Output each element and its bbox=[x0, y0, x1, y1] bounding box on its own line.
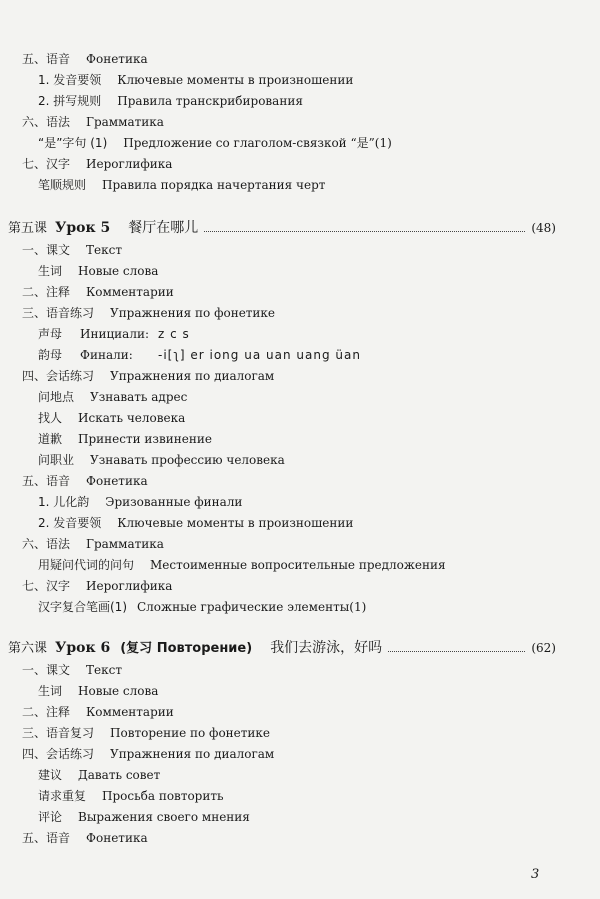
entry-ru: Новые слова bbox=[78, 684, 159, 698]
toc-entry-new-words bbox=[38, 262, 158, 280]
lesson-title: 我们去游泳，好吗 bbox=[270, 640, 383, 656]
entry-cn: 找人 bbox=[38, 411, 63, 425]
entry-cn: 五、语音 bbox=[22, 831, 71, 845]
entry-cn: 笔顺规则 bbox=[38, 178, 87, 192]
entry-cn: 六、语法 bbox=[22, 115, 71, 129]
entry-ru: Давать совет bbox=[78, 768, 161, 782]
toc-entry-pronunciation bbox=[38, 514, 353, 532]
lesson-number-cn: 第五课 bbox=[8, 221, 48, 236]
entry-cn: 1. 发音要领 bbox=[38, 73, 102, 87]
toc-entry-ask-profession bbox=[38, 451, 285, 469]
lesson-title: 餐厅在哪儿 bbox=[128, 220, 199, 236]
entry-cn: 一、课文 bbox=[22, 243, 71, 257]
entry-ru: Предложение со глаголом-связкой “是”(1) bbox=[123, 136, 392, 150]
toc-entry-erhua bbox=[38, 493, 242, 511]
entry-cn: 建议 bbox=[38, 768, 63, 782]
toc-entry-text bbox=[22, 241, 122, 259]
lesson-number-ru: Урок 5 bbox=[55, 220, 111, 236]
toc-entry-phonetic-exercises bbox=[22, 304, 275, 322]
entry-ru: Упражнения по диалогам bbox=[110, 369, 275, 383]
entry-ru: Комментарии bbox=[86, 705, 174, 719]
entry-cn: 汉字复合笔画(1) bbox=[38, 600, 127, 614]
entry-ru: Иероглифика bbox=[86, 157, 173, 171]
toc-entry-opinion bbox=[38, 808, 250, 826]
toc-entry-pronoun-questions bbox=[38, 556, 446, 574]
leader-dots bbox=[388, 650, 525, 652]
entry-ru: Новые слова bbox=[78, 264, 159, 278]
entry-cn: 声母 bbox=[38, 327, 63, 341]
entry-ru: Выражения своего мнения bbox=[78, 810, 250, 824]
entry-ru: Узнавать адрес bbox=[90, 390, 188, 404]
entry-phonetic: -i[ʅ] er iong ua uan uang üan bbox=[158, 348, 361, 362]
entry-cn: 二、注释 bbox=[22, 705, 71, 719]
toc-entry-grammar bbox=[22, 113, 164, 131]
entry-cn: “是”字句 (1) bbox=[38, 136, 108, 150]
toc-entry-find-person bbox=[38, 409, 185, 427]
entry-ru: Правила порядка начертания черт bbox=[102, 178, 326, 192]
entry-ru: Просьба повторить bbox=[102, 789, 224, 803]
entry-cn: 2. 拼写规则 bbox=[38, 94, 102, 108]
lesson-page-ref: (62) bbox=[531, 641, 556, 655]
entry-ru: Искать человека bbox=[78, 411, 186, 425]
toc-entry-phonetics bbox=[22, 829, 148, 847]
entry-cn: 生词 bbox=[38, 684, 63, 698]
entry-ru: Текст bbox=[86, 243, 122, 257]
entry-ru: Упражнения по диалогам bbox=[110, 747, 275, 761]
toc-entry-spelling bbox=[38, 92, 303, 110]
entry-ru: Сложные графические элементы(1) bbox=[137, 600, 367, 614]
entry-cn: 六、语法 bbox=[22, 537, 71, 551]
entry-cn: 一、课文 bbox=[22, 663, 71, 677]
toc-entry-grammar bbox=[22, 535, 164, 553]
entry-cn: 四、会话练习 bbox=[22, 369, 95, 383]
entry-ru: Иероглифика bbox=[86, 579, 173, 593]
toc-entry-finals bbox=[38, 346, 361, 364]
entry-ru: Упражнения по фонетике bbox=[110, 306, 276, 320]
toc-entry-dialog-exercises bbox=[22, 745, 274, 763]
entry-ru: Грамматика bbox=[86, 115, 164, 129]
lesson-page-ref: (48) bbox=[531, 221, 556, 235]
leader-dots bbox=[204, 230, 525, 232]
entry-cn: 七、汉字 bbox=[22, 157, 71, 171]
entry-cn: 四、会话练习 bbox=[22, 747, 95, 761]
toc-entry-pronunciation bbox=[38, 71, 353, 89]
entry-cn: 2. 发音要领 bbox=[38, 516, 102, 530]
entry-cn: 1. 儿化韵 bbox=[38, 495, 90, 509]
toc-entry-initials bbox=[38, 325, 190, 343]
toc-entry-characters bbox=[22, 155, 172, 173]
toc-entry-text bbox=[22, 661, 122, 679]
entry-ru: Фонетика bbox=[86, 831, 148, 845]
entry-cn: 韵母 bbox=[38, 348, 63, 362]
entry-ru: Фонетика bbox=[86, 52, 148, 66]
entry-cn: 二、注释 bbox=[22, 285, 71, 299]
entry-ru: Комментарии bbox=[86, 285, 174, 299]
lesson-number-cn: 第六课 bbox=[8, 641, 48, 656]
entry-ru: Повторение по фонетике bbox=[110, 726, 271, 740]
toc-entry-dialog-exercises bbox=[22, 367, 274, 385]
entry-cn: 用疑问代词的问句 bbox=[38, 558, 135, 572]
entry-ru: Фонетика bbox=[86, 474, 148, 488]
entry-ru: Принести извинение bbox=[78, 432, 212, 446]
page-number: 3 bbox=[531, 867, 540, 882]
entry-cn: 问职业 bbox=[38, 453, 75, 467]
lesson-review-label: (复习 Повторение) bbox=[120, 641, 253, 656]
lesson-5-heading[interactable] bbox=[8, 217, 556, 239]
entry-cn: 问地点 bbox=[38, 390, 75, 404]
entry-ru: Местоименные вопросительные предложения bbox=[150, 558, 446, 572]
toc-entry-stroke-order bbox=[38, 176, 325, 194]
entry-ru: Ключевые моменты в произношении bbox=[117, 516, 354, 530]
toc-entry-notes bbox=[22, 703, 174, 721]
toc-entry-complex-strokes bbox=[38, 598, 366, 616]
entry-cn: 五、语音 bbox=[22, 52, 71, 66]
toc-entry-characters bbox=[22, 577, 172, 595]
toc-entry-repeat-request bbox=[38, 787, 224, 805]
entry-ru: Эризованные финали bbox=[105, 495, 243, 509]
entry-ru: Текст bbox=[86, 663, 122, 677]
entry-cn: 七、汉字 bbox=[22, 579, 71, 593]
entry-ru: Грамматика bbox=[86, 537, 164, 551]
entry-cn: 三、语音复习 bbox=[22, 726, 95, 740]
entry-ru: Узнавать профессию человека bbox=[90, 453, 285, 467]
entry-ru: Инициали: bbox=[80, 327, 149, 341]
toc-entry-advice bbox=[38, 766, 160, 784]
entry-cn: 道歉 bbox=[38, 432, 63, 446]
toc-entry-new-words bbox=[38, 682, 158, 700]
lesson-6-heading[interactable] bbox=[8, 637, 556, 659]
entry-phonetic: z c s bbox=[158, 327, 190, 341]
entry-ru: Ключевые моменты в произношении bbox=[117, 73, 354, 87]
entry-cn: 三、语音练习 bbox=[22, 306, 95, 320]
toc-entry-shi-sentence bbox=[38, 134, 392, 152]
entry-cn: 生词 bbox=[38, 264, 63, 278]
entry-cn: 评论 bbox=[38, 810, 63, 824]
entry-ru: Финали: bbox=[80, 348, 133, 362]
toc-entry-phonetic-review bbox=[22, 724, 270, 742]
toc-entry-phonetics bbox=[22, 50, 148, 68]
toc-entry-apology bbox=[38, 430, 212, 448]
entry-cn: 五、语音 bbox=[22, 474, 71, 488]
entry-ru: Правила транскрибирования bbox=[117, 94, 303, 108]
toc-entry-notes bbox=[22, 283, 174, 301]
lesson-number-ru: Урок 6 bbox=[55, 640, 111, 656]
entry-cn: 请求重复 bbox=[38, 789, 87, 803]
toc-entry-ask-address bbox=[38, 388, 187, 406]
toc-entry-phonetics bbox=[22, 472, 148, 490]
